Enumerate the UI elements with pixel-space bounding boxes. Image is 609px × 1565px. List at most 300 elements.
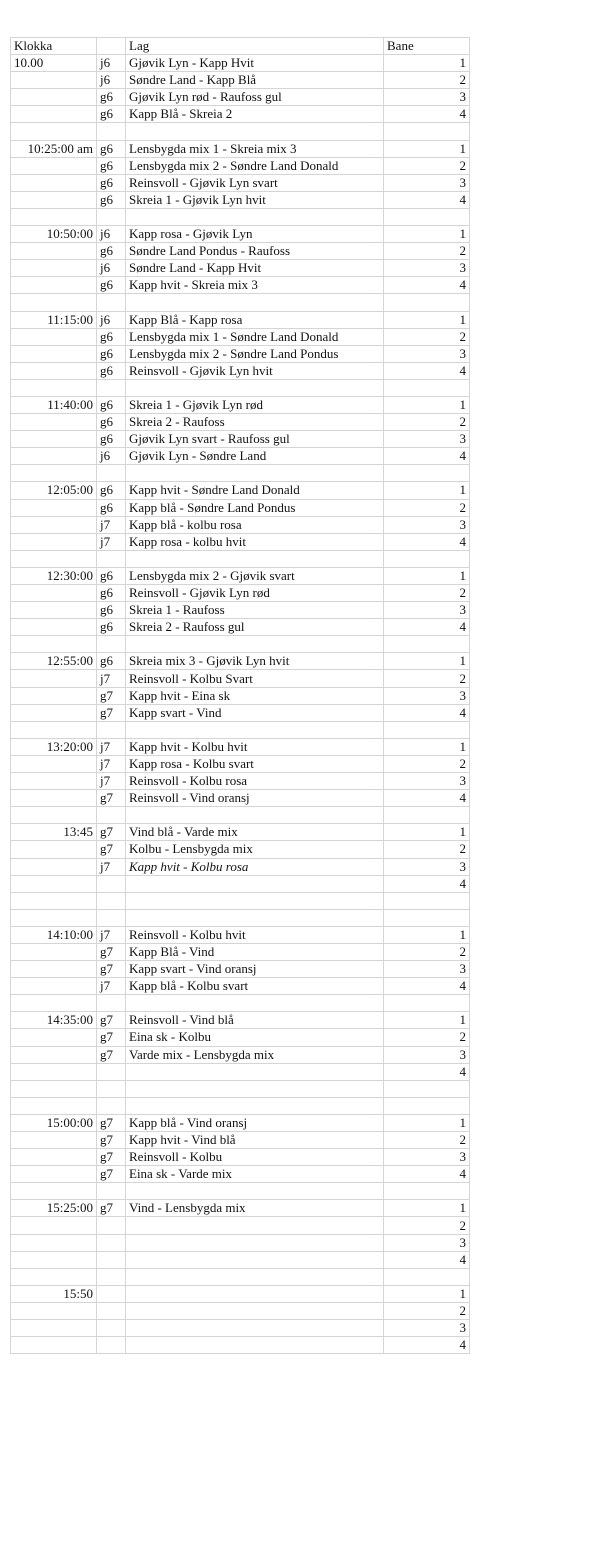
match-cell: Kapp Blå - Vind <box>126 943 384 960</box>
match-cell <box>126 1080 384 1097</box>
table-row <box>11 1200 470 1217</box>
table-row <box>11 1046 470 1063</box>
table-row <box>11 1114 470 1131</box>
time-cell <box>11 1029 97 1046</box>
time-cell <box>11 345 97 362</box>
class-cell: g7 <box>97 943 126 960</box>
class-cell <box>97 123 126 140</box>
bane-cell: 3 <box>384 858 470 875</box>
table-row <box>11 704 470 721</box>
table-row <box>11 858 470 875</box>
class-cell <box>97 379 126 396</box>
time-cell <box>11 602 97 619</box>
match-cell: Reinsvoll - Gjøvik Lyn rød <box>126 585 384 602</box>
time-cell: 14:35:00 <box>11 1012 97 1029</box>
bane-cell <box>384 1097 470 1114</box>
table-row <box>11 448 470 465</box>
time-cell <box>11 1302 97 1319</box>
time-cell <box>11 1183 97 1200</box>
table-row <box>11 414 470 431</box>
time-cell <box>11 1217 97 1234</box>
match-cell: Skreia 1 - Gjøvik Lyn hvit <box>126 191 384 208</box>
table-row <box>11 191 470 208</box>
time-cell <box>11 978 97 995</box>
bane-cell: 2 <box>384 1217 470 1234</box>
bane-cell: 2 <box>384 328 470 345</box>
class-cell: g7 <box>97 1029 126 1046</box>
table-row <box>11 1234 470 1251</box>
class-cell <box>97 636 126 653</box>
table-row <box>11 824 470 841</box>
table-row <box>11 995 470 1012</box>
table-row <box>11 106 470 123</box>
table-row <box>11 328 470 345</box>
match-cell: Gjøvik Lyn - Kapp Hvit <box>126 55 384 72</box>
table-row <box>11 807 470 824</box>
match-cell: Lensbygda mix 2 - Søndre Land Donald <box>126 157 384 174</box>
bane-cell: 4 <box>384 619 470 636</box>
match-cell: Reinsvoll - Kolbu <box>126 1149 384 1166</box>
time-cell: 12:55:00 <box>11 653 97 670</box>
match-cell: Søndre Land - Kapp Hvit <box>126 260 384 277</box>
time-cell <box>11 414 97 431</box>
time-cell <box>11 1234 97 1251</box>
bane-cell: 1 <box>384 55 470 72</box>
class-cell: g6 <box>97 585 126 602</box>
match-cell: Kapp svart - Vind oransj <box>126 961 384 978</box>
bane-cell <box>384 294 470 311</box>
match-cell: Skreia 2 - Raufoss <box>126 414 384 431</box>
class-cell <box>97 1063 126 1080</box>
bane-cell: 3 <box>384 260 470 277</box>
table-row <box>11 636 470 653</box>
match-cell <box>126 1234 384 1251</box>
match-cell <box>126 1268 384 1285</box>
match-cell <box>126 807 384 824</box>
class-cell <box>97 1268 126 1285</box>
match-cell: Kapp hvit - Skreia mix 3 <box>126 277 384 294</box>
class-cell <box>97 909 126 926</box>
time-cell <box>11 106 97 123</box>
table-row <box>11 738 470 755</box>
time-cell <box>11 841 97 858</box>
bane-cell <box>384 1080 470 1097</box>
match-cell: Skreia 1 - Gjøvik Lyn rød <box>126 396 384 413</box>
match-cell: Gjøvik Lyn svart - Raufoss gul <box>126 431 384 448</box>
table-row <box>11 294 470 311</box>
class-cell: g7 <box>97 961 126 978</box>
class-cell <box>97 1183 126 1200</box>
bane-cell <box>384 208 470 225</box>
table-row <box>11 1166 470 1183</box>
bane-cell: 1 <box>384 1012 470 1029</box>
match-cell <box>126 294 384 311</box>
time-cell <box>11 328 97 345</box>
class-cell: g6 <box>97 174 126 191</box>
time-cell <box>11 670 97 687</box>
table-row <box>11 961 470 978</box>
match-cell <box>126 995 384 1012</box>
time-cell <box>11 961 97 978</box>
match-cell: Gjøvik Lyn - Søndre Land <box>126 448 384 465</box>
class-cell: g6 <box>97 499 126 516</box>
table-row <box>11 1097 470 1114</box>
table-row <box>11 909 470 926</box>
time-cell <box>11 704 97 721</box>
time-cell: 14:10:00 <box>11 926 97 943</box>
bane-cell: 3 <box>384 1149 470 1166</box>
class-cell: j7 <box>97 773 126 790</box>
table-row <box>11 533 470 550</box>
class-cell: j7 <box>97 533 126 550</box>
bane-cell <box>384 909 470 926</box>
time-cell <box>11 191 97 208</box>
bane-cell: 3 <box>384 773 470 790</box>
match-cell: Reinsvoll - Kolbu rosa <box>126 773 384 790</box>
match-cell <box>126 721 384 738</box>
class-cell: g7 <box>97 1166 126 1183</box>
match-cell: Kapp hvit - Eina sk <box>126 687 384 704</box>
class-cell: g6 <box>97 191 126 208</box>
class-cell: g6 <box>97 362 126 379</box>
table-row <box>11 1063 470 1080</box>
match-cell <box>126 875 384 892</box>
match-cell: Kapp blå - Søndre Land Pondus <box>126 499 384 516</box>
time-cell <box>11 892 97 909</box>
time-cell <box>11 909 97 926</box>
class-cell <box>97 721 126 738</box>
match-cell: Reinsvoll - Vind oransj <box>126 790 384 807</box>
class-cell: g7 <box>97 704 126 721</box>
match-cell <box>126 636 384 653</box>
bane-cell: 4 <box>384 191 470 208</box>
class-cell: g6 <box>97 619 126 636</box>
match-cell <box>126 550 384 567</box>
bane-cell: 4 <box>384 790 470 807</box>
class-cell: g6 <box>97 414 126 431</box>
table-row <box>11 396 470 413</box>
class-cell <box>97 1217 126 1234</box>
time-cell: 15:25:00 <box>11 1200 97 1217</box>
match-cell <box>126 1183 384 1200</box>
time-cell: 13:20:00 <box>11 738 97 755</box>
table-row <box>11 482 470 499</box>
match-cell <box>126 123 384 140</box>
match-cell <box>126 909 384 926</box>
table-row <box>11 140 470 157</box>
class-cell <box>97 1234 126 1251</box>
time-cell <box>11 636 97 653</box>
class-cell: g7 <box>97 1012 126 1029</box>
class-cell <box>97 807 126 824</box>
bane-cell: 4 <box>384 704 470 721</box>
table-row <box>11 978 470 995</box>
table-row <box>11 1149 470 1166</box>
bane-cell: 2 <box>384 670 470 687</box>
match-cell <box>126 208 384 225</box>
match-cell: Kapp svart - Vind <box>126 704 384 721</box>
bane-cell <box>384 995 470 1012</box>
table-row <box>11 1285 470 1302</box>
match-cell <box>126 1320 384 1337</box>
class-cell <box>97 1285 126 1302</box>
match-cell: Eina sk - Kolbu <box>126 1029 384 1046</box>
class-cell: j6 <box>97 72 126 89</box>
table-row <box>11 602 470 619</box>
table-row <box>11 892 470 909</box>
time-cell <box>11 277 97 294</box>
table-row <box>11 208 470 225</box>
table-row <box>11 1302 470 1319</box>
time-cell: 15:50 <box>11 1285 97 1302</box>
match-cell: Reinsvoll - Vind blå <box>126 1012 384 1029</box>
time-cell <box>11 1149 97 1166</box>
table-row <box>11 55 470 72</box>
bane-cell <box>384 1183 470 1200</box>
table-row <box>11 585 470 602</box>
table-row <box>11 1217 470 1234</box>
match-cell <box>126 1337 384 1354</box>
header-klokka: Klokka <box>11 38 97 55</box>
time-cell <box>11 943 97 960</box>
class-cell: g6 <box>97 567 126 584</box>
match-cell: Vind blå - Varde mix <box>126 824 384 841</box>
time-cell <box>11 550 97 567</box>
bane-cell: 1 <box>384 396 470 413</box>
class-cell: j7 <box>97 516 126 533</box>
bane-cell: 1 <box>384 1200 470 1217</box>
table-row <box>11 1268 470 1285</box>
class-cell: g6 <box>97 106 126 123</box>
time-cell <box>11 721 97 738</box>
class-cell: g6 <box>97 140 126 157</box>
time-cell <box>11 533 97 550</box>
bane-cell <box>384 550 470 567</box>
bane-cell: 2 <box>384 1132 470 1149</box>
table-row <box>11 1080 470 1097</box>
bane-cell <box>384 465 470 482</box>
class-cell <box>97 465 126 482</box>
table-row <box>11 790 470 807</box>
time-cell <box>11 465 97 482</box>
time-cell: 11:15:00 <box>11 311 97 328</box>
table-row <box>11 721 470 738</box>
time-cell <box>11 260 97 277</box>
bane-cell: 3 <box>384 516 470 533</box>
table-row <box>11 157 470 174</box>
match-cell <box>126 1217 384 1234</box>
class-cell: g6 <box>97 89 126 106</box>
table-row <box>11 277 470 294</box>
time-cell <box>11 807 97 824</box>
time-cell: 12:30:00 <box>11 567 97 584</box>
table-row <box>11 89 470 106</box>
match-cell: Lensbygda mix 2 - Gjøvik svart <box>126 567 384 584</box>
time-cell <box>11 619 97 636</box>
table-row <box>11 72 470 89</box>
bane-cell <box>384 721 470 738</box>
class-cell: j7 <box>97 738 126 755</box>
time-cell <box>11 516 97 533</box>
table-row <box>11 174 470 191</box>
table-row <box>11 687 470 704</box>
bane-cell: 2 <box>384 1029 470 1046</box>
bane-cell <box>384 123 470 140</box>
match-cell: Kapp Blå - Skreia 2 <box>126 106 384 123</box>
class-cell: g6 <box>97 431 126 448</box>
bane-cell: 4 <box>384 106 470 123</box>
bane-cell: 4 <box>384 533 470 550</box>
match-cell: Kapp blå - Vind oransj <box>126 1114 384 1131</box>
table-row <box>11 345 470 362</box>
time-cell <box>11 1337 97 1354</box>
class-cell: j6 <box>97 448 126 465</box>
class-cell <box>97 294 126 311</box>
bane-cell: 3 <box>384 345 470 362</box>
schedule-body <box>11 55 470 1354</box>
schedule-table <box>10 37 470 1354</box>
time-cell <box>11 1166 97 1183</box>
match-cell: Kolbu - Lensbygda mix <box>126 841 384 858</box>
match-cell: Kapp rosa - Gjøvik Lyn <box>126 226 384 243</box>
class-cell: g7 <box>97 687 126 704</box>
time-cell <box>11 1046 97 1063</box>
table-row <box>11 379 470 396</box>
bane-cell <box>384 636 470 653</box>
table-row <box>11 311 470 328</box>
class-cell: g6 <box>97 277 126 294</box>
header-class <box>97 38 126 55</box>
bane-cell: 2 <box>384 943 470 960</box>
bane-cell: 2 <box>384 585 470 602</box>
bane-cell: 1 <box>384 482 470 499</box>
time-cell <box>11 790 97 807</box>
match-cell: Lensbygda mix 1 - Skreia mix 3 <box>126 140 384 157</box>
bane-cell: 1 <box>384 140 470 157</box>
match-cell: Kapp hvit - Søndre Land Donald <box>126 482 384 499</box>
time-cell <box>11 773 97 790</box>
class-cell <box>97 1251 126 1268</box>
table-row <box>11 653 470 670</box>
match-cell <box>126 1097 384 1114</box>
table-row <box>11 516 470 533</box>
class-cell <box>97 1337 126 1354</box>
time-cell <box>11 379 97 396</box>
class-cell: j6 <box>97 226 126 243</box>
match-cell <box>126 1251 384 1268</box>
table-row <box>11 1337 470 1354</box>
time-cell <box>11 431 97 448</box>
header-bane: Bane <box>384 38 470 55</box>
bane-cell <box>384 379 470 396</box>
table-row <box>11 362 470 379</box>
class-cell: g7 <box>97 841 126 858</box>
class-cell <box>97 1302 126 1319</box>
table-row <box>11 670 470 687</box>
class-cell: g7 <box>97 1046 126 1063</box>
time-cell <box>11 243 97 260</box>
class-cell: j6 <box>97 260 126 277</box>
table-row <box>11 1251 470 1268</box>
bane-cell: 1 <box>384 311 470 328</box>
match-cell: Reinsvoll - Gjøvik Lyn svart <box>126 174 384 191</box>
time-cell <box>11 875 97 892</box>
match-cell: Eina sk - Varde mix <box>126 1166 384 1183</box>
class-cell: g6 <box>97 602 126 619</box>
class-cell <box>97 1080 126 1097</box>
table-row <box>11 619 470 636</box>
header-lag: Lag <box>126 38 384 55</box>
time-cell <box>11 174 97 191</box>
time-cell <box>11 585 97 602</box>
bane-cell: 2 <box>384 1302 470 1319</box>
class-cell: g6 <box>97 328 126 345</box>
match-cell: Lensbygda mix 2 - Søndre Land Pondus <box>126 345 384 362</box>
table-row <box>11 260 470 277</box>
bane-cell: 4 <box>384 978 470 995</box>
class-cell: j7 <box>97 670 126 687</box>
schedule-header <box>11 38 470 55</box>
table-row <box>11 875 470 892</box>
bane-cell: 4 <box>384 1063 470 1080</box>
match-cell: Lensbygda mix 1 - Søndre Land Donald <box>126 328 384 345</box>
time-cell: 10:50:00 <box>11 226 97 243</box>
time-cell <box>11 448 97 465</box>
table-row <box>11 841 470 858</box>
match-cell: Kapp rosa - kolbu hvit <box>126 533 384 550</box>
time-cell <box>11 755 97 772</box>
table-row <box>11 1012 470 1029</box>
bane-cell: 3 <box>384 961 470 978</box>
class-cell <box>97 892 126 909</box>
time-cell: 12:05:00 <box>11 482 97 499</box>
time-cell <box>11 123 97 140</box>
class-cell <box>97 995 126 1012</box>
table-row <box>11 1320 470 1337</box>
match-cell: Kapp hvit - Kolbu rosa <box>126 858 384 875</box>
class-cell: g6 <box>97 345 126 362</box>
table-row <box>11 943 470 960</box>
table-row <box>11 567 470 584</box>
time-cell <box>11 858 97 875</box>
bane-cell <box>384 892 470 909</box>
class-cell: g7 <box>97 1132 126 1149</box>
bane-cell: 1 <box>384 653 470 670</box>
table-row <box>11 465 470 482</box>
bane-cell: 1 <box>384 1114 470 1131</box>
class-cell: g7 <box>97 1200 126 1217</box>
bane-cell: 2 <box>384 841 470 858</box>
time-cell <box>11 687 97 704</box>
table-row <box>11 1183 470 1200</box>
time-cell <box>11 1251 97 1268</box>
bane-cell: 2 <box>384 243 470 260</box>
bane-cell: 4 <box>384 448 470 465</box>
match-cell: Kapp blå - Kolbu svart <box>126 978 384 995</box>
bane-cell: 4 <box>384 875 470 892</box>
bane-cell: 3 <box>384 1046 470 1063</box>
table-row <box>11 550 470 567</box>
match-cell: Reinsvoll - Kolbu Svart <box>126 670 384 687</box>
match-cell: Kapp hvit - Vind blå <box>126 1132 384 1149</box>
match-cell: Kapp rosa - Kolbu svart <box>126 755 384 772</box>
class-cell: j6 <box>97 55 126 72</box>
time-cell <box>11 1097 97 1114</box>
bane-cell: 2 <box>384 72 470 89</box>
table-row <box>11 755 470 772</box>
bane-cell: 4 <box>384 1337 470 1354</box>
match-cell <box>126 1285 384 1302</box>
